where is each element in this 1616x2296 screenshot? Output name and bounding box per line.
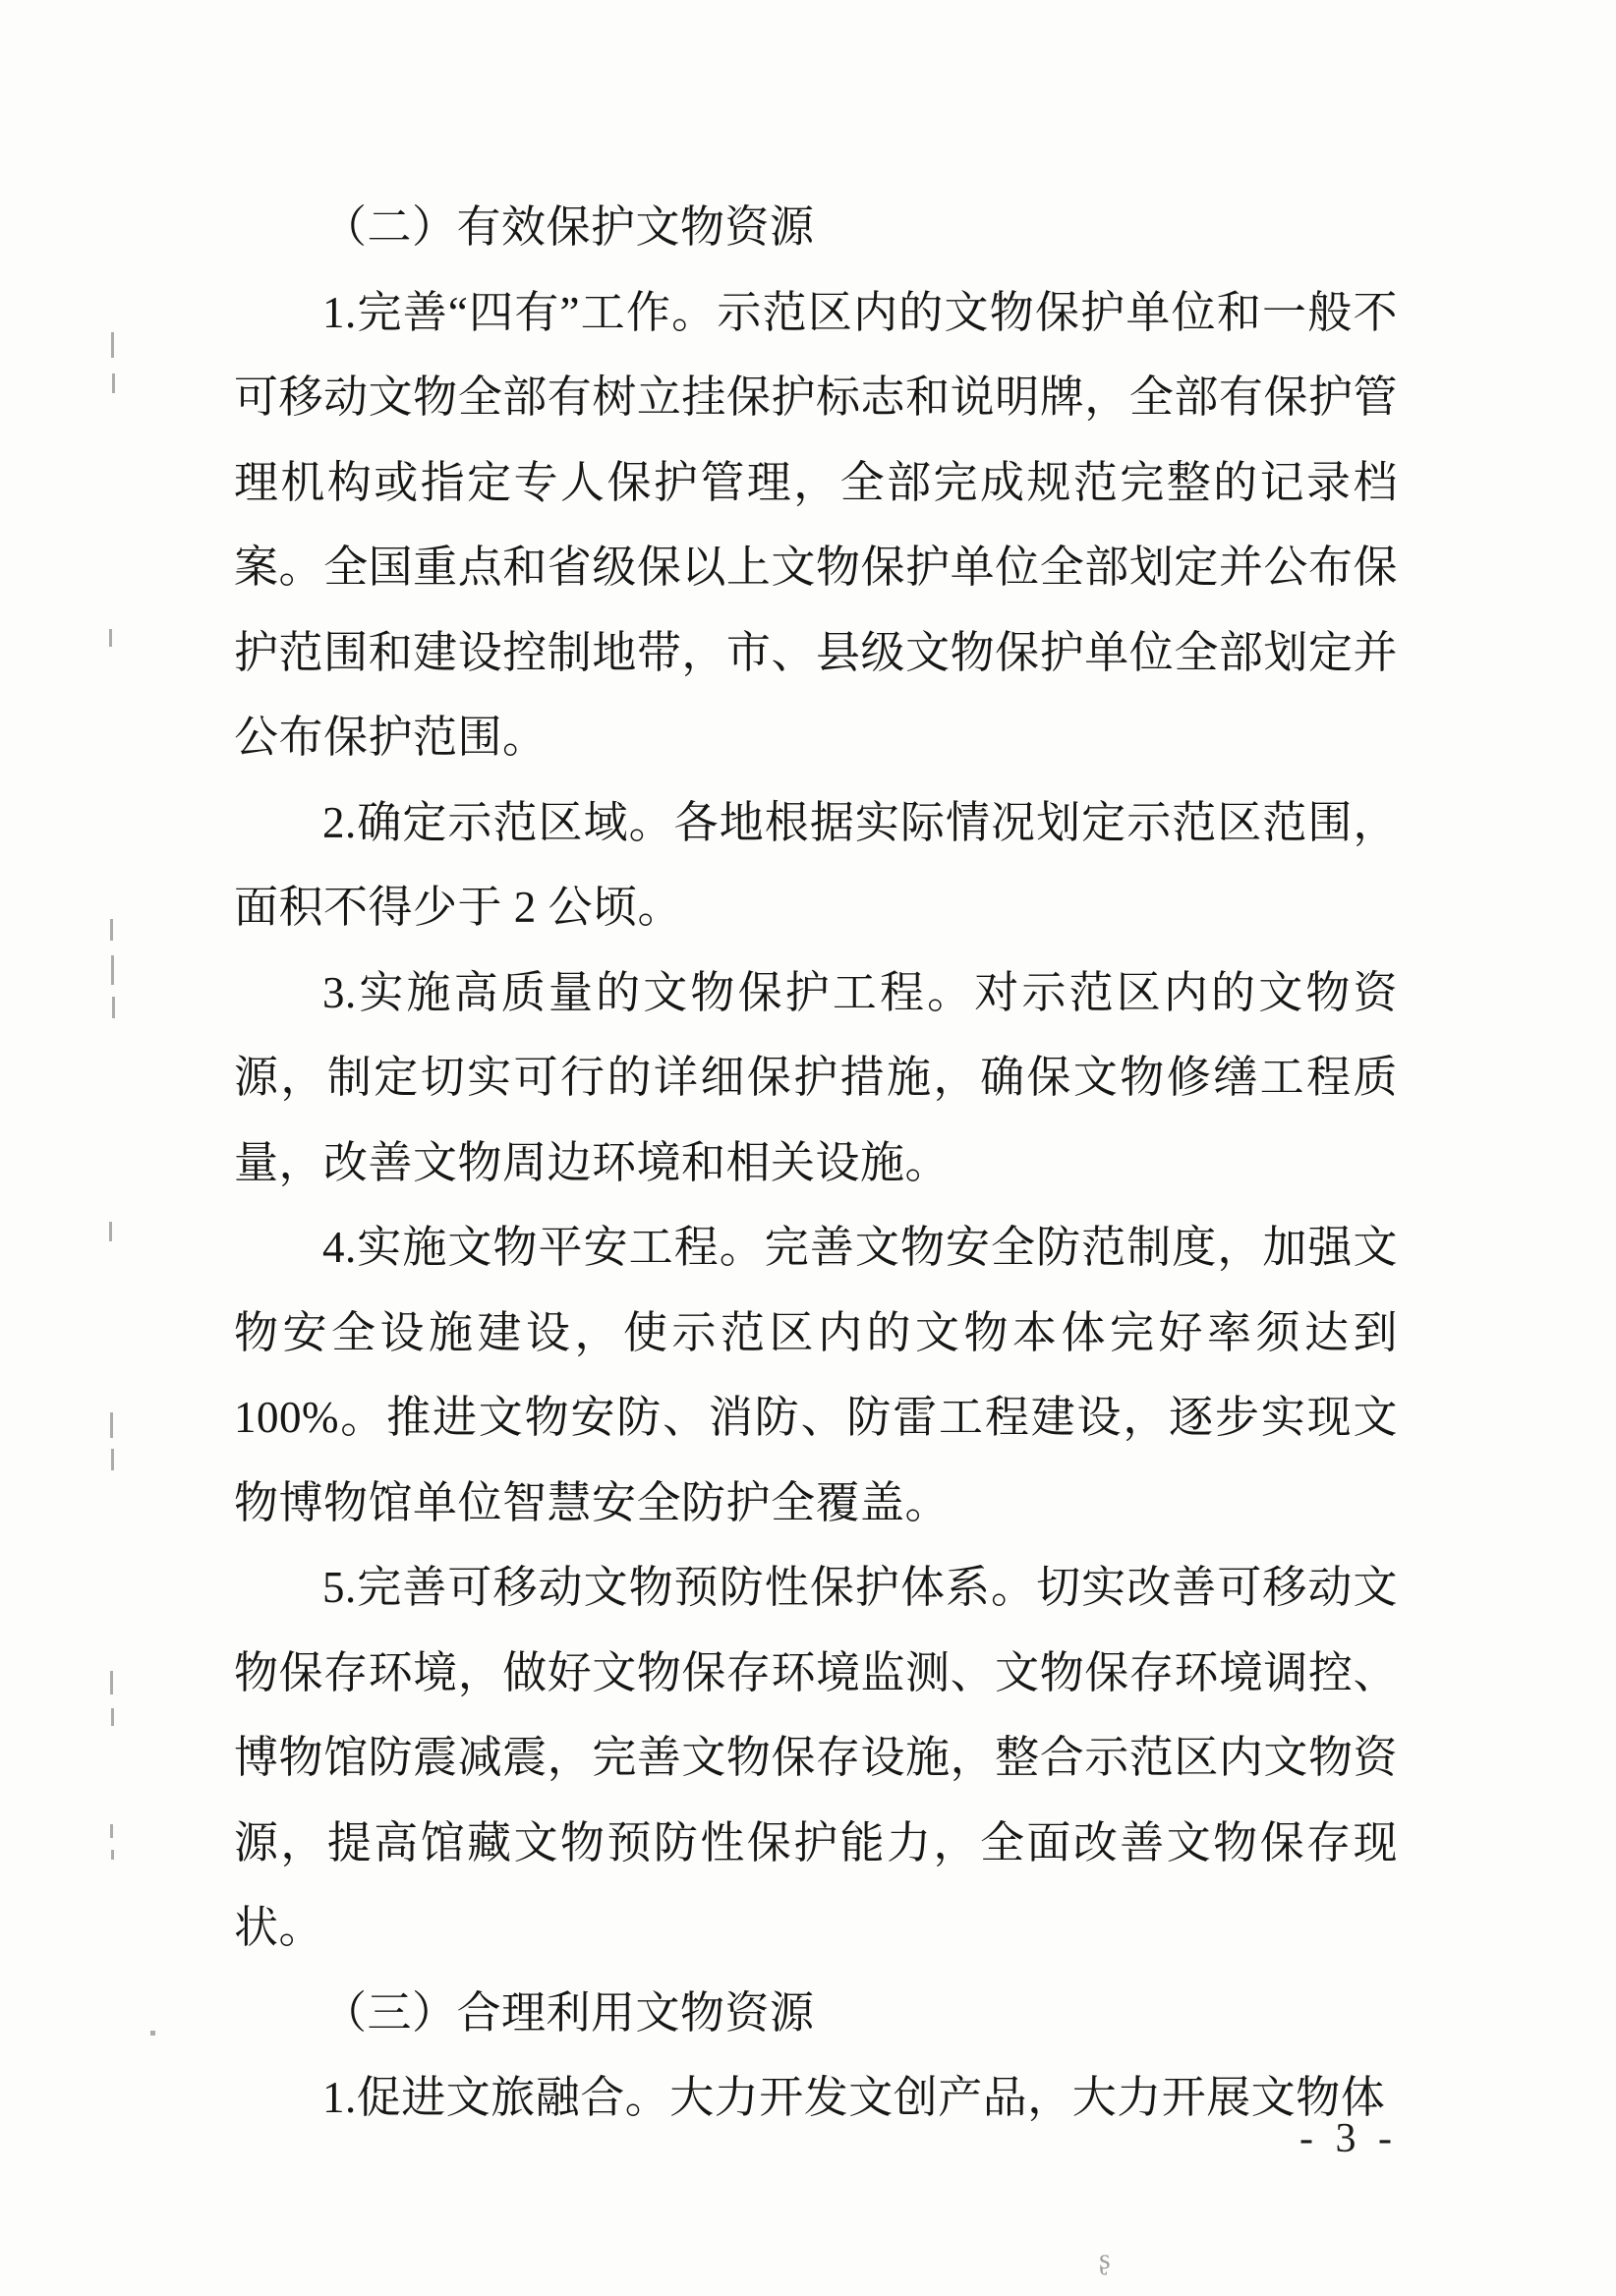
scan-artifact-mark: [110, 1824, 113, 1838]
scan-artifact-mark: [110, 1412, 113, 1438]
scan-artifact-mark: [111, 332, 114, 358]
paragraph-3: 3.实施高质量的文物保护工程。对示范区内的文物资源，制定切实可行的详细保护措施，确保文物修缮工程质量，改善文物周边环境和相关设施。: [234, 967, 1398, 1187]
section-heading-2: （二）有效保护文物资源: [322, 202, 815, 252]
scan-artifact-stray-glyph: ʂ: [1099, 2243, 1111, 2275]
scan-artifact-mark: [111, 955, 114, 985]
paragraph-2: 2.确定示范区域。各地根据实际情况划定示范区范围，面积不得少于 2 公顷。: [234, 797, 1398, 932]
paragraph-1: 1.完善“四有”工作。示范区内的文物保护单位和一般不可移动文物全部有树立挂保护标志和说明牌，全部有保护管理机构或指定专人保护管理，全部完成规范完整的记录档案。全国重点和省级保以上文物保护单位全部划定并公布保护范围和建设控制地带，市、县级文物保护单位全部划定并公布保护范围。: [234, 287, 1398, 762]
section-heading-3: （三）合理利用文物资源: [322, 1987, 815, 2038]
scan-artifact-mark: [110, 919, 113, 941]
scan-artifact-mark: [111, 1449, 114, 1470]
scan-artifact-mark: [112, 373, 115, 393]
scan-artifact-mark: [109, 1222, 112, 1241]
paragraph-4: 4.实施文物平安工程。完善文物安全防范制度，加强文物安全设施建设，使示范区内的文物本体完好率须达到100%。推进文物安防、消防、防雷工程建设，逐步实现文物博物馆单位智慧安全防护全覆盖。: [234, 1223, 1398, 1527]
scan-artifact-mark: [112, 997, 115, 1018]
scan-artifact-mark: [111, 1708, 114, 1726]
paragraph-5: 5.完善可移动文物预防性保护体系。切实改善可移动文物保存环境，做好文物保存环境监测、文物保存环境调控、博物馆防震减震，完善文物保存设施，整合示范区内文物资源，提高馆藏文物预防性保护能力，全面改善文物保存现状。: [234, 1563, 1398, 1952]
document-body: [234, 185, 1398, 2141]
scan-artifact-mark: [109, 629, 112, 647]
scan-artifact-dot: [150, 2031, 155, 2036]
page-number: - 3 -: [1299, 2116, 1398, 2161]
scan-artifact-mark: [110, 1671, 113, 1694]
scan-artifact-mark: [111, 1850, 114, 1860]
paragraph-6: 1.促进文旅融合。大力开发文创产品，大力开展文物体: [322, 2073, 1386, 2122]
